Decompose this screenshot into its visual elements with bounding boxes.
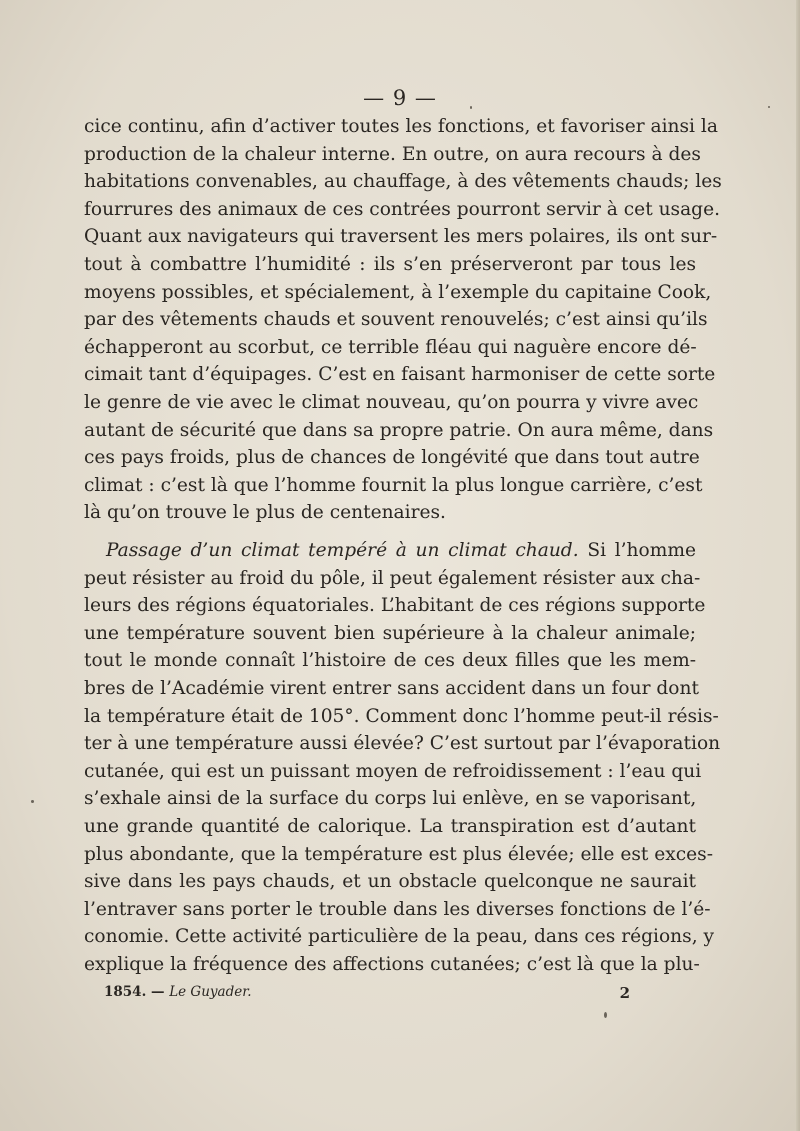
text-line: autant de sécurité que dans sa propre patrie. On aura même, dans (84, 419, 714, 441)
imprint-year: 1854. (104, 984, 147, 1000)
text-line: une grande quantité de calorique. La transpiration est d’autant (84, 815, 696, 837)
text-line: cice continu, afin d’activer toutes les fonctions, et favoriser ainsi la (84, 116, 718, 137)
text-line: bres de l’Académie virent entrer sans accident dans un four dont (84, 677, 699, 699)
text-line: ter à une température aussi élevée? C’est surtout par l’évaporation (84, 733, 721, 755)
text-line: tout à combattre l’humidité : ils s’en préserveront par tous les (84, 253, 696, 275)
paragraph-2-first-line (84, 537, 696, 565)
text-line: habitations convenables, au chauffage, à des vêtements chauds; les (84, 171, 722, 193)
text-line: le genre de vie avec le climat nouveau, qu’on pourra y vivre avec (84, 391, 699, 413)
imprint-author: Le Guyader. (169, 984, 252, 1000)
text-line: une température souvent bien supérieure à la chaleur animale; (84, 622, 696, 644)
text-line: moyens possibles, et spécialement, à l’exemple du capitaine Cook, (84, 281, 712, 303)
text-line: la température était de 105°. Comment donc l’homme peut-il résis- (84, 705, 719, 727)
text-line: leurs des régions équatoriales. L’habitant de ces régions supporte (84, 595, 706, 617)
text-fragment: Si l’homme (587, 540, 696, 561)
text-line: s’exhale ainsi de la surface du corps lui enlève, en se vaporisant, (84, 788, 697, 810)
imprint (104, 984, 251, 1000)
text-line: l’entraver sans porter le trouble dans les diverses fonctions de l’é- (84, 898, 711, 920)
paragraph-2 (84, 537, 721, 979)
section-heading: Passage d’un climat tempéré à un climat chaud. (106, 540, 579, 561)
text-line: cimait tant d’équipages. C’est en faisant harmoniser de cette sorte (84, 364, 716, 386)
text-line: ces pays froids, plus de chances de longévité que dans tout autre (84, 447, 700, 469)
text-line: explique la fréquence des affections cutanées; c’est là que la plu- (84, 953, 700, 975)
paragraph-1 (84, 113, 722, 527)
signature-mark: 2 (619, 984, 630, 1002)
text-line: Quant aux navigateurs qui traversent les mers polaires, ils ont sur- (84, 226, 718, 248)
text-line: climat : c’est là que l’homme fournit la plus longue carrière, c’est (84, 474, 703, 496)
text-line: par des vêtements chauds et souvent renouvelés; c’est ainsi qu’ils (84, 309, 708, 331)
text-line: conomie. Cette activité particulière de la peau, dans ces régions, y (84, 926, 715, 948)
text-line: sive dans les pays chauds, et un obstacle quelconque ne saurait (84, 871, 696, 893)
paper-speck (31, 800, 34, 803)
page-number: — 9 — (363, 86, 437, 110)
text-line: production de la chaleur interne. En outre, on aura recours à des (84, 143, 701, 165)
paper-speck (604, 1012, 607, 1018)
paper-speck (470, 106, 472, 109)
text-line: fourrures des animaux de ces contrées pourront servir à cet usage. (84, 198, 720, 220)
text-line: peut résister au froid du pôle, il peut également résister aux cha- (84, 567, 701, 589)
text-line: tout le monde connaît l’histoire de ces deux filles que les mem- (84, 650, 696, 672)
text-line: échapperont au scorbut, ce terrible fléau qui naguère encore dé- (84, 336, 697, 358)
text-line: plus abondante, que la température est plus élevée; elle est exces- (84, 843, 713, 865)
page-edge (796, 0, 800, 1131)
text-line: cutanée, qui est un puissant moyen de refroidissement : l’eau qui (84, 760, 702, 782)
imprint-dash: — (150, 984, 165, 1000)
paper-speck (768, 106, 770, 108)
text-line: là qu’on trouve le plus de centenaires. (84, 502, 446, 524)
